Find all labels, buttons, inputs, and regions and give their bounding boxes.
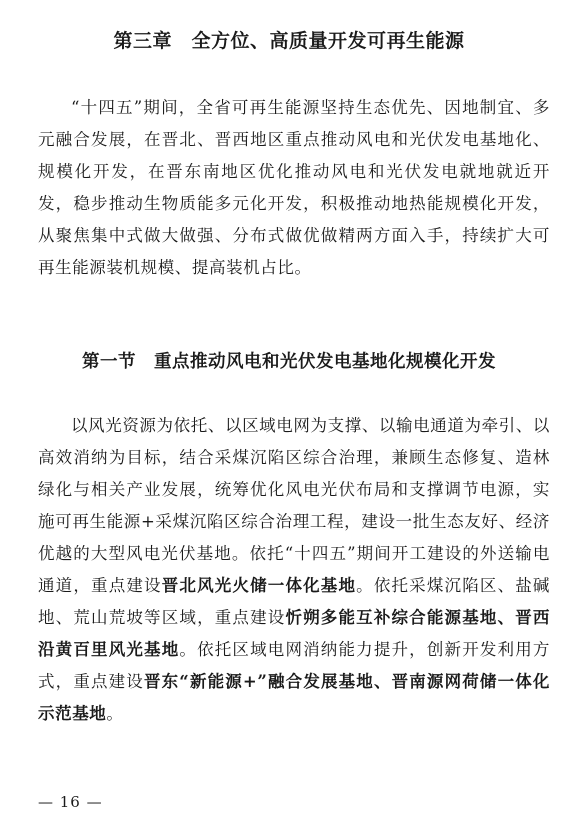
paragraph-text: 。 xyxy=(106,704,124,723)
intro-paragraph: “十四五”期间，全省可再生能源坚持生态优先、因地制宜、多元融合发展，在晋北、晋西地区重点推动风电和光伏发电基地化、规模化开发，在晋东南地区优化推动风电和光伏发电就地就近开发，稳步推动生物质能多元化开发，积极推动地热能规模化开发，从聚焦集中式做大做强、分布式做优做精两方面入手，持续扩大可再生能源装机规模、提高装机占比。 xyxy=(38,98,550,277)
page-number: — 16 — xyxy=(38,793,103,811)
paragraph-text: 以风光资源为依托、以区域电网为支撑、以输电通道为牵引、以高效消纳为目标，结合采煤沉陷区综合治理，兼顾生态修复、造林绿化与相关产业发展，统筹优化风电光伏布局和支撑调节电源，实施可再生能源+采煤沉陷区综合治理工程，建设一批生态友好、经济优越的大型风电光伏基地。依托“十四五”期间开工建设的外送输电通道，重点建设 xyxy=(38,416,550,595)
highlighted-base-name: 晋东“新能源+”融合发展基地、晋南源网荷储一体化示范基地 xyxy=(38,672,550,723)
paragraph-text: 。依托区域电网消纳能力提升，创新开发利用方式，重点建设 xyxy=(38,640,550,691)
paragraph-text: 。依托采煤沉陷区、盐碱地、荒山荒坡等区域，重点建设 xyxy=(38,576,550,627)
section-paragraph xyxy=(38,410,550,730)
section-title: 第一节 重点推动风电和光伏发电基地化规模化开发 xyxy=(82,352,496,372)
highlighted-base-name: 忻朔多能互补综合能源基地、晋西沿黄百里风光基地 xyxy=(38,608,550,659)
highlighted-base-name: 晋北风光火储一体化基地 xyxy=(161,576,357,595)
chapter-title: 第三章 全方位、高质量开发可再生能源 xyxy=(113,30,465,52)
